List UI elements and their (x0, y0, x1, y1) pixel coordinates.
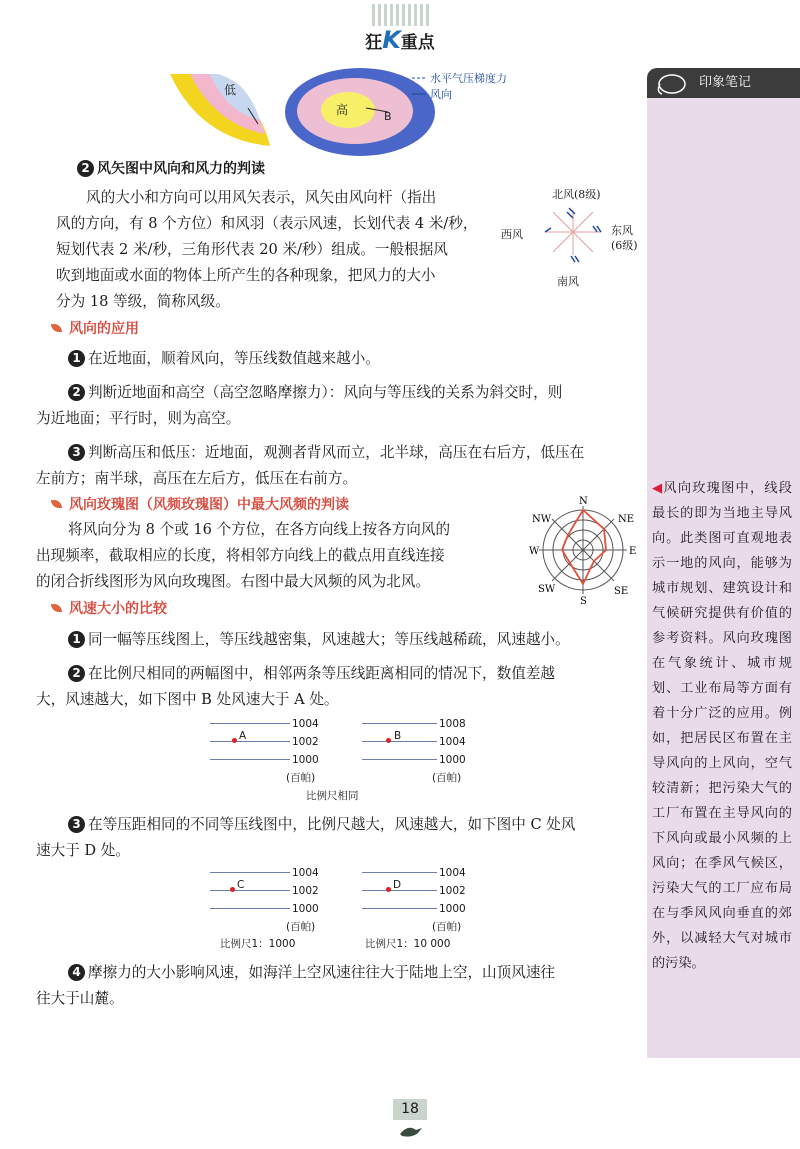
isobar-value: 1002 (292, 885, 319, 897)
wind-vane-east-level: (6级) (611, 239, 638, 252)
isobar-figure-same-scale (210, 718, 500, 808)
point-c-dot (230, 887, 235, 892)
leaf-icon (51, 500, 62, 508)
point-c-label: C (237, 879, 245, 891)
isobar-value: 1002 (292, 736, 319, 748)
wind-app-body (36, 346, 640, 492)
legend-wind-direction: 风向 (430, 88, 452, 101)
rose-line: 将风向分为 8 个或 16 个方位，在各方向线上按各方向风的 (68, 521, 451, 538)
rose-dir-w: W (529, 546, 540, 557)
speed-item-1: 1 同一幅等压线图上，等压线越密集，风速越大；等压线越稀疏，风速越小。 (36, 627, 640, 653)
speed-item-4: 4 摩擦力的大小影响风速，如海洋上空风速往往大于陆地上空，山顶风速往 (36, 960, 640, 986)
section2-line: 分为 18 等级，简称风级。 (56, 293, 230, 310)
speed-item-3: 3 在等压距相同的不同等压线图中，比例尺越大，风速越大，如下图中 C 处风 (36, 812, 640, 838)
isobar-line (210, 890, 290, 891)
scale-label: 比例尺1：10 000 (365, 938, 451, 950)
isobar-line (362, 908, 437, 909)
low-label: 低 (224, 83, 237, 97)
wind-app-heading: 风向的应用 (51, 318, 139, 338)
isobar-line (362, 759, 437, 760)
page-number: 18 (393, 1099, 427, 1120)
high-label: 高 (336, 103, 349, 117)
isobar-unit: (百帕) (286, 772, 316, 784)
isobar-value: 1000 (439, 754, 466, 766)
rose-dir-e: E (629, 546, 637, 557)
scale-label: 比例尺1：1000 (220, 938, 296, 950)
wind-app-item-2: 2 判断近地面和高空（高空忽略摩擦力）：风向与等压线的关系为斜交时，则 (36, 380, 640, 406)
section2-line: 吹到地面或水面的物体上所产生的各种现象，把风力的大小 (56, 267, 436, 284)
wind-rose-polygon (562, 510, 606, 584)
wind-app-item-3: 3 判断高压和低压：近地面，观测者背风而立，北半球，高压在右后方，低压在 (36, 440, 640, 466)
isobar-value: 1000 (439, 903, 466, 915)
point-a-label: A (239, 730, 247, 742)
isobar-line (362, 872, 437, 873)
wind-barb (545, 228, 551, 232)
isobar-value: 1004 (439, 867, 466, 879)
point-d-label: D (393, 879, 402, 891)
isobar-unit: (百帕) (286, 921, 316, 933)
speed-item-3-cont: 速大于 D 处。 (36, 842, 130, 859)
isobar-unit: (百帕) (432, 772, 462, 784)
rose-dir-se: SE (614, 586, 629, 597)
wind-vane-east: 东风 (611, 224, 633, 237)
isobar-value: 1000 (292, 754, 319, 766)
leaf-icon (51, 324, 62, 332)
rose-heading: 风向玫瑰图（风频玫瑰图）中最大风频的判读 (51, 494, 349, 514)
rose-dir-s: S (580, 596, 587, 606)
wind-app-item-1: 1 在近地面，顺着风向，等压线数值越来越小。 (36, 346, 640, 372)
isobar-value: 1002 (439, 885, 466, 897)
point-b-label: B (384, 110, 392, 123)
rose-dir-n: N (579, 496, 588, 507)
elephant-icon (652, 68, 692, 98)
point-a-dot (232, 738, 237, 743)
section2-heading: 2 风矢图中风向和风力的判读 (77, 158, 265, 178)
isobar-line (362, 723, 437, 724)
bird-icon (398, 1122, 424, 1140)
wind-barb (567, 208, 575, 218)
section2-line: 短划代表 2 米/秒，三角形代表 20 米/秒）组成。一般根据风 (56, 241, 448, 258)
isobar-line (210, 759, 290, 760)
wind-app-item-3-cont: 左前方；南半球，高压在左后方，低压在右前方。 (36, 470, 358, 487)
wind-barb (593, 226, 601, 232)
point-b-dot (386, 738, 391, 743)
speed-item-4-block (36, 960, 640, 1012)
speed-item-2-cont: 大，风速越大，如下图中 B 处风速大于 A 处。 (36, 691, 339, 708)
isobar-figure-different-scale (210, 867, 500, 957)
isobar-value: 1004 (292, 718, 319, 730)
point-d-dot (386, 887, 391, 892)
speed-item-4-cont: 往大于山麓。 (36, 990, 124, 1007)
speed-heading: 风速大小的比较 (51, 598, 167, 618)
isobar-value: 1008 (439, 718, 466, 730)
rose-dir-nw: NW (532, 514, 552, 525)
section2-line: 风的大小和方向可以用风矢表示，风矢由风向杆（指出 (86, 189, 437, 206)
speed-body (36, 627, 640, 713)
isobar-unit: (百帕) (432, 921, 462, 933)
section2-body (56, 185, 506, 315)
header-decoration (372, 4, 430, 26)
point-b-label: B (394, 730, 402, 742)
triangle-icon: ◀ (652, 481, 664, 496)
figure-caption: 比例尺相同 (306, 790, 359, 802)
section2-line: 风的方向，有 8 个方位）和风羽（表示风速，长划代表 4 米/秒， (56, 215, 478, 232)
isobar-line (210, 872, 290, 873)
rose-dir-sw: SW (538, 584, 556, 595)
rose-line: 的闭合折线图形为风向玫瑰图。右图中最大风频的风为北风。 (36, 573, 431, 590)
rose-body (36, 517, 516, 595)
speed-item-2: 2 在比例尺相同的两幅图中，相邻两条等压线距离相同的情况下，数值差越 (36, 661, 640, 687)
wind-app-item-2-cont: 为近地面；平行时，则为高空。 (36, 410, 241, 427)
speed-item-3-block (36, 812, 640, 864)
wind-barb (571, 256, 579, 262)
isobar-value: 1004 (292, 867, 319, 879)
isobar-line (210, 741, 290, 742)
wind-vane-north: 北风(8级) (552, 188, 601, 201)
wind-vane-west: 西风 (501, 228, 523, 241)
page-title: 狂K重点 (365, 26, 435, 54)
sidebar-note: ◀风向玫瑰图中，线段最长的即为当地主导风向。此类图可直观地表示一地的风向，能够为城市规划、建筑设计和气候研究提供有价值的参考资料。风向玫瑰图在气象统计、城市规划、工业布局等方面有着十分广泛的应用。例如，把居民区布置在主导风向的上风向，空气较清新；把污染大气的工厂布置在主导风向的下风向或最小风频的上风向；在季风气候区，污染大气的工厂应布局在与季风风向垂直的郊外，以减轻大气对城市的污染。 (652, 481, 792, 971)
wind-rose-diagram (518, 494, 648, 606)
rose-dir-ne: NE (618, 514, 635, 525)
isobar-line (210, 908, 290, 909)
leaf-icon (51, 604, 62, 612)
sidebar-header: 印象笔记 (647, 68, 800, 98)
isobar-line (210, 723, 290, 724)
isobar-value: 1004 (439, 736, 466, 748)
wind-vane-south: 南风 (557, 275, 579, 288)
isobar-value: 1000 (292, 903, 319, 915)
legend-pressure-force: 水平气压梯度力 (430, 72, 507, 85)
rose-line: 出现频率，截取相应的长度，将相邻方向线上的截点用直线连接 (36, 547, 445, 564)
